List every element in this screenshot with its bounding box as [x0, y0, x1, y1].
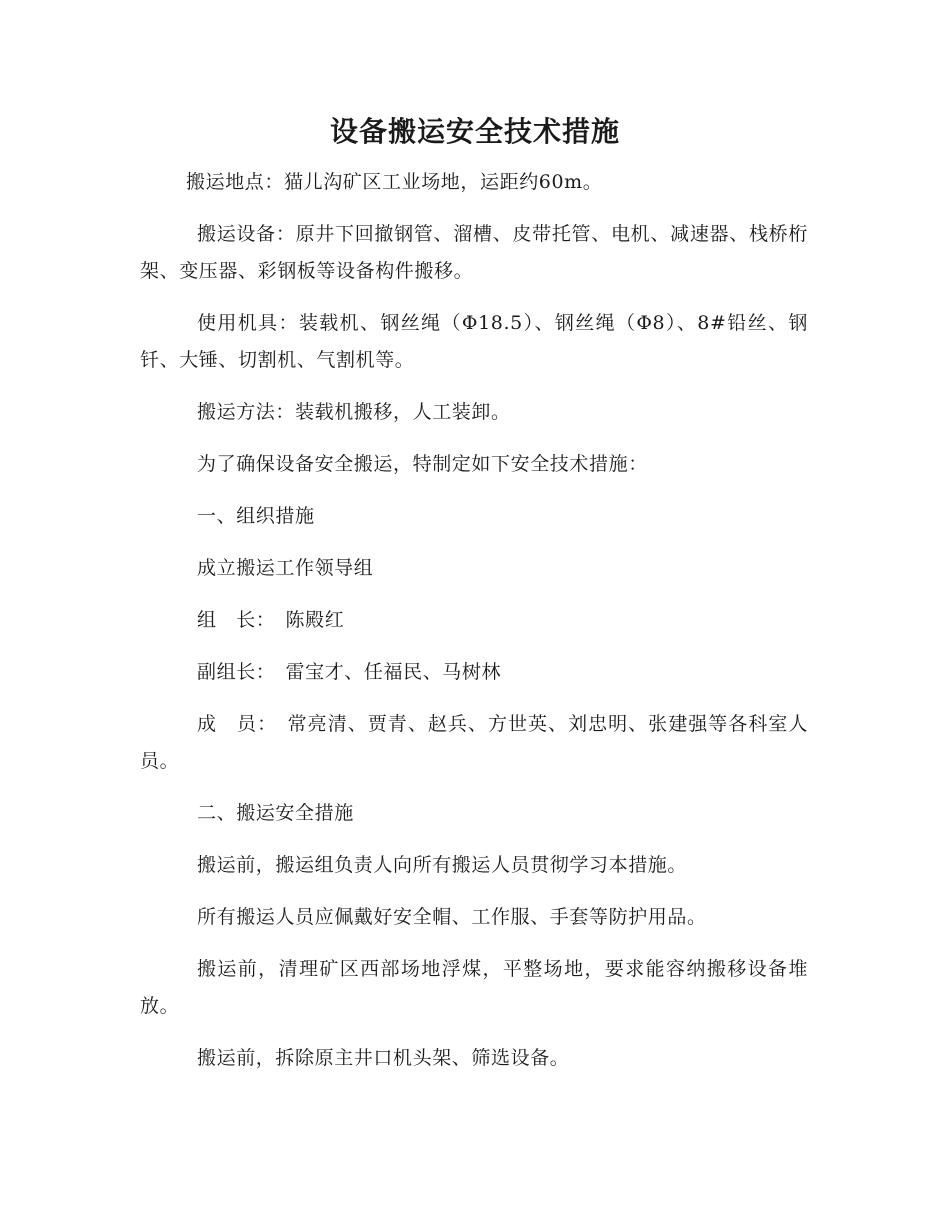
paragraph-safety-briefing: 搬运前，搬运组负责人向所有搬运人员贯彻学习本措施。	[197, 854, 688, 876]
paragraph-leadership-group: 成立搬运工作领导组	[197, 557, 374, 579]
paragraph-tools: 使用机具：装载机、钢丝绳（Φ18.5）、钢丝绳（Φ8）、8#铅丝、钢钎、大锤、切割机、气割机等。	[140, 312, 808, 371]
paragraph-site-clearing: 搬运前，清理矿区西部场地浮煤，平整场地，要求能容纳搬移设备堆放。	[140, 958, 808, 1017]
paragraph-protective-gear: 所有搬运人员应佩戴好安全帽、工作服、手套等防护用品。	[197, 906, 707, 928]
paragraph-deputy-leaders: 副组长： 雷宝才、任福民、马树林	[197, 661, 502, 683]
document-body	[140, 164, 808, 1077]
paragraph-leader: 组 长： 陈殿红	[197, 609, 345, 631]
paragraph-location: 搬运地点：猫儿沟矿区工业场地，运距约60m。	[186, 171, 603, 193]
paragraph-equipment: 搬运设备：原井下回撤钢管、溜槽、皮带托管、电机、减速器、栈桥桁架、变压器、彩钢板等设备构件搬移。	[140, 223, 808, 282]
paragraph-method: 搬运方法：装载机搬移，人工装卸。	[197, 401, 511, 423]
document-title: 设备搬运安全技术措施	[329, 115, 620, 148]
paragraph-dismantling: 搬运前，拆除原主井口机头架、筛选设备。	[197, 1047, 570, 1069]
paragraph-intro: 为了确保设备安全搬运，特制定如下安全技术措施：	[197, 453, 648, 475]
section-heading-safety: 二、搬运安全措施	[197, 802, 354, 824]
section-heading-organization: 一、组织措施	[197, 505, 315, 527]
paragraph-members: 成 员： 常亮清、贾青、赵兵、方世英、刘忠明、张建强等各科室人员。	[140, 713, 808, 772]
